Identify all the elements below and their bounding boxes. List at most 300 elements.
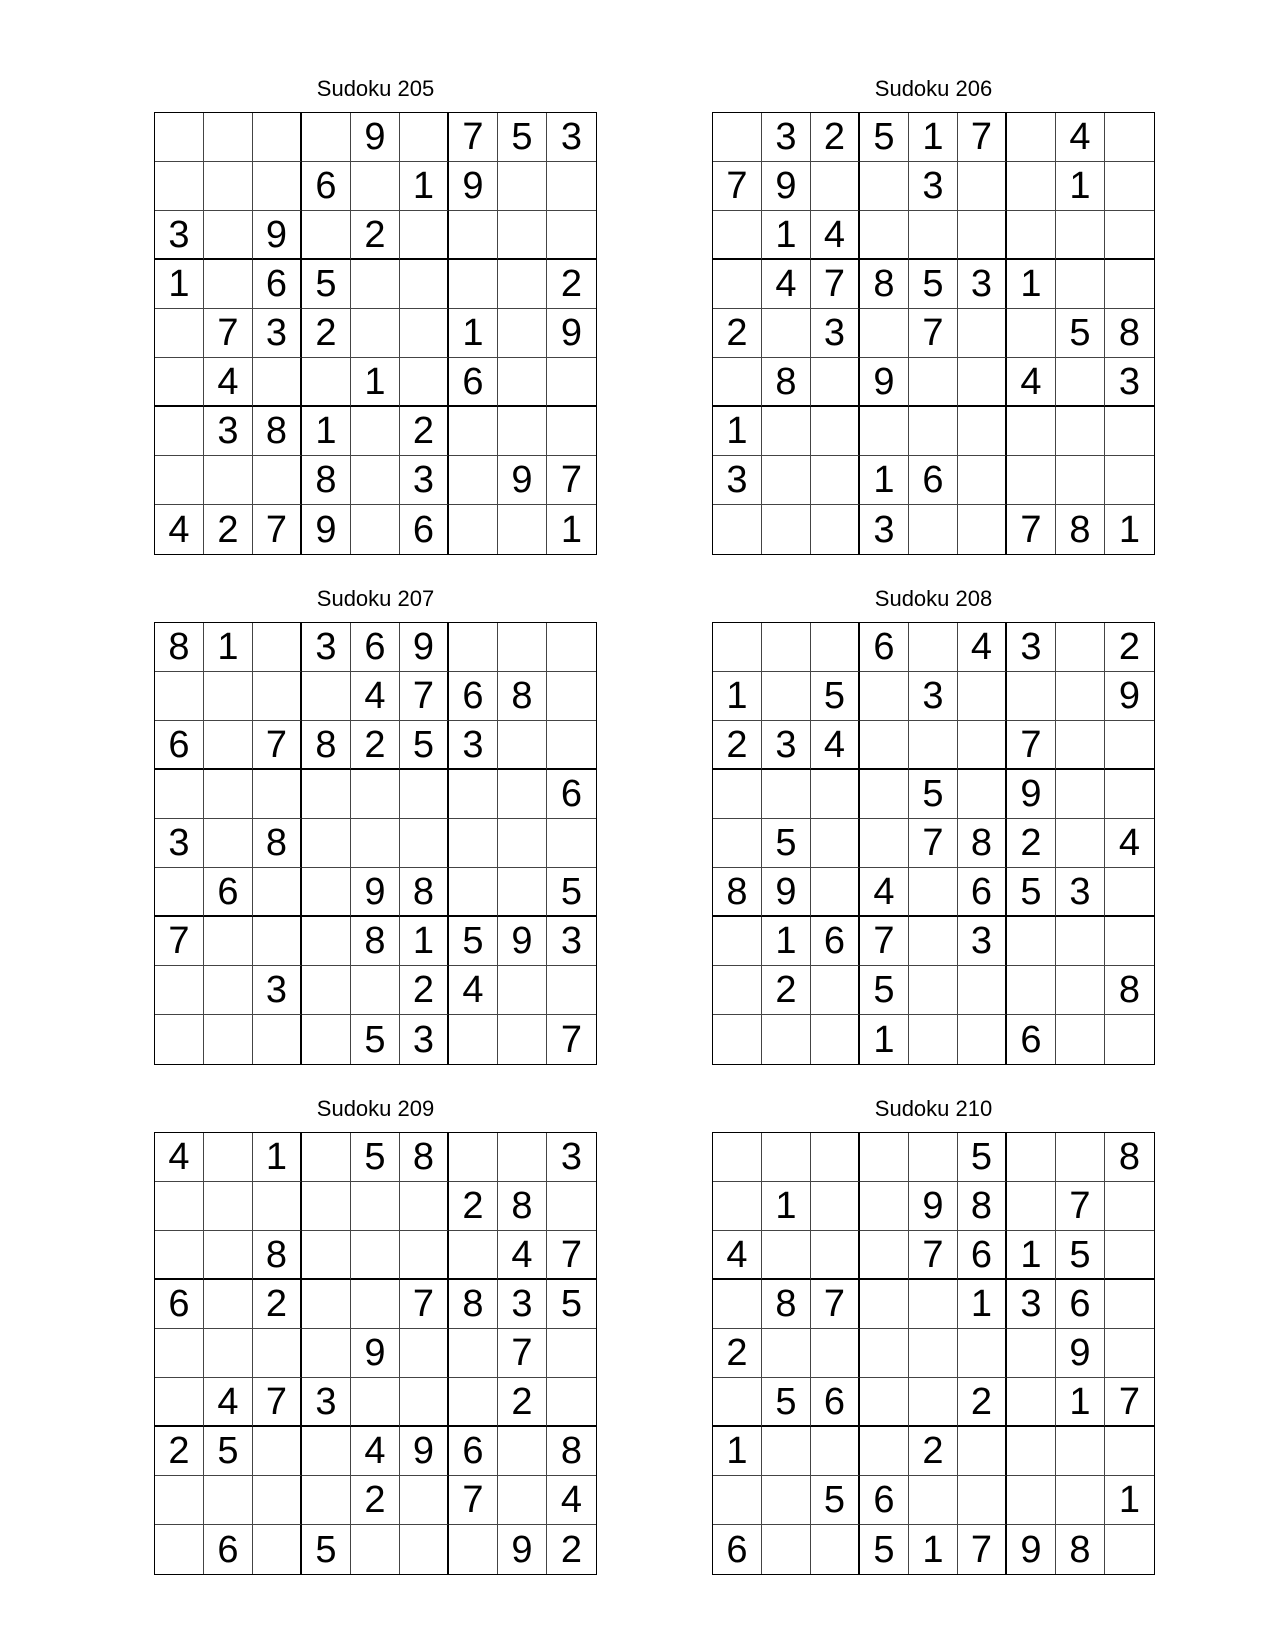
- sudoku-cell: [958, 721, 1007, 770]
- sudoku-cell: 1: [713, 1427, 762, 1476]
- sudoku-cell: [860, 1182, 909, 1231]
- sudoku-cell: [1007, 113, 1056, 162]
- sudoku-cell: [958, 1427, 1007, 1476]
- sudoku-cell: 3: [400, 456, 449, 505]
- sudoku-cell: [958, 1015, 1007, 1064]
- sudoku-cell: [1105, 1280, 1154, 1329]
- sudoku-cell: 7: [811, 1280, 860, 1329]
- sudoku-cell: 2: [909, 1427, 958, 1476]
- sudoku-cell: 3: [253, 309, 302, 358]
- sudoku-cell: [1105, 721, 1154, 770]
- sudoku-cell: [204, 1280, 253, 1329]
- sudoku-cell: 3: [547, 1133, 596, 1182]
- sudoku-cell: 1: [560, 508, 583, 551]
- sudoku-cell: [449, 868, 498, 917]
- sudoku-cell: [1056, 966, 1105, 1015]
- sudoku-cell: 7: [253, 505, 302, 554]
- sudoku-cell: [449, 407, 498, 456]
- sudoku-cell: [811, 505, 860, 554]
- sudoku-cell: [400, 1525, 449, 1574]
- puzzle-title: Sudoku 205: [316, 76, 435, 101]
- sudoku-cell: [155, 770, 204, 819]
- sudoku-cell: 1: [860, 1015, 909, 1064]
- sudoku-cell: [155, 358, 204, 407]
- sudoku-cell: [1056, 623, 1105, 672]
- sudoku-cell: [547, 1329, 596, 1378]
- sudoku-cell: [351, 966, 400, 1015]
- sudoku-cell: [713, 1280, 762, 1329]
- sudoku-cell: 8: [400, 868, 449, 917]
- sudoku-cell: 2: [560, 1528, 583, 1571]
- sudoku-cell: 2: [253, 1280, 302, 1329]
- sudoku-cell: 8: [302, 456, 351, 505]
- sudoku-cell: [909, 966, 958, 1015]
- sudoku-cell: 8: [498, 672, 547, 721]
- sudoku-cell: 8: [547, 1427, 596, 1476]
- sudoku-cell: 6: [155, 721, 204, 770]
- sudoku-cell: 2: [351, 721, 400, 770]
- sudoku-cell: [204, 113, 253, 162]
- sudoku-cell: 7: [958, 113, 1007, 162]
- sudoku-cell: [860, 1280, 909, 1329]
- sudoku-cell: [860, 819, 909, 868]
- sudoku-cell: [909, 407, 958, 456]
- sudoku-cell: [547, 819, 596, 868]
- sudoku-cell: [302, 1182, 351, 1231]
- sudoku-cell: [155, 1231, 204, 1280]
- sudoku-cell: [302, 113, 351, 162]
- sudoku-cell: 8: [762, 358, 811, 407]
- sudoku-cell: 8: [1105, 309, 1154, 358]
- sudoku-cell: 3: [1007, 1280, 1056, 1329]
- sudoku-cell: 6: [204, 1525, 253, 1574]
- sudoku-cell: 6: [909, 456, 958, 505]
- sudoku-cell: 4: [155, 505, 204, 554]
- sudoku-cell: 7: [155, 917, 204, 966]
- sudoku-cell: [253, 456, 302, 505]
- sudoku-cell: 2: [713, 1329, 762, 1378]
- sudoku-cell: 2: [762, 966, 811, 1015]
- sudoku-cell: 8: [253, 1231, 302, 1280]
- sudoku-cell: [204, 917, 253, 966]
- sudoku-cell: [302, 1329, 351, 1378]
- sudoku-cell: [204, 819, 253, 868]
- sudoku-cell: 8: [958, 819, 1007, 868]
- sudoku-cell: [449, 211, 498, 260]
- sudoku-cell: [155, 1378, 204, 1427]
- sudoku-cell: 6: [449, 358, 498, 407]
- sudoku-cell: [400, 358, 449, 407]
- sudoku-cell: 4: [860, 868, 909, 917]
- sudoku-cell: [909, 358, 958, 407]
- sudoku-cell: [958, 407, 1007, 456]
- sudoku-cell: 5: [860, 1525, 909, 1574]
- sudoku-cell: 5: [909, 260, 958, 309]
- sudoku-cell: 3: [1007, 623, 1056, 672]
- sudoku-cell: [958, 358, 1007, 407]
- sudoku-cell: 5: [204, 1427, 253, 1476]
- sudoku-cell: [1056, 1015, 1105, 1064]
- sudoku-cell: [498, 358, 547, 407]
- sudoku-cell: [713, 358, 762, 407]
- sudoku-cell: [1105, 162, 1154, 211]
- sudoku-cell: [1105, 1427, 1154, 1476]
- sudoku-cell: 8: [1056, 1525, 1105, 1574]
- sudoku-cell: [1056, 721, 1105, 770]
- sudoku-cell: 3: [762, 721, 811, 770]
- sudoku-cell: [860, 1231, 909, 1280]
- sudoku-cell: 5: [1007, 868, 1056, 917]
- sudoku-cell: [762, 407, 811, 456]
- sudoku-cell: [302, 770, 351, 819]
- sudoku-cell: [449, 1525, 498, 1574]
- sudoku-cell: [155, 1329, 204, 1378]
- sudoku-cell: [302, 966, 351, 1015]
- sudoku-cell: 9: [909, 1182, 958, 1231]
- sudoku-cell: [1056, 917, 1105, 966]
- sudoku-cell: 6: [204, 868, 253, 917]
- sudoku-cell: [1105, 113, 1154, 162]
- sudoku-cell: 6: [449, 1427, 498, 1476]
- sudoku-cell: [351, 1231, 400, 1280]
- sudoku-cell: [860, 211, 909, 260]
- sudoku-cell: 4: [351, 672, 400, 721]
- sudoku-cell: 4: [1056, 113, 1105, 162]
- sudoku-cell: [1007, 966, 1056, 1015]
- sudoku-cell: [449, 505, 498, 554]
- sudoku-cell: [351, 1525, 400, 1574]
- sudoku-cell: [713, 1182, 762, 1231]
- sudoku-cell: 5: [762, 1378, 811, 1427]
- sudoku-cell: [498, 211, 547, 260]
- sudoku-cell: [1105, 1231, 1154, 1280]
- sudoku-cell: 3: [400, 1015, 449, 1064]
- sudoku-cell: 9: [351, 868, 400, 917]
- sudoku-cell: 8: [155, 623, 204, 672]
- sudoku-cell: 2: [1007, 819, 1056, 868]
- sudoku-cell: 7: [400, 672, 449, 721]
- sudoku-cell: [498, 407, 547, 456]
- sudoku-cell: [762, 770, 811, 819]
- sudoku-cell: [449, 819, 498, 868]
- sudoku-cell: [713, 505, 762, 554]
- sudoku-cell: 1: [958, 1280, 1007, 1329]
- sudoku-cell: 6: [1056, 1280, 1105, 1329]
- sudoku-cell: 2: [351, 1476, 400, 1525]
- sudoku-cell: [498, 309, 547, 358]
- sudoku-cell: [1056, 358, 1105, 407]
- sudoku-cell: 3: [498, 1280, 547, 1329]
- sudoku-cell: 3: [253, 966, 302, 1015]
- sudoku-cell: [762, 1525, 811, 1574]
- sudoku-cell: [253, 917, 302, 966]
- sudoku-cell: 7: [253, 1378, 302, 1427]
- sudoku-cell: [155, 1525, 204, 1574]
- sudoku-cell: [811, 1015, 860, 1064]
- sudoku-cell: [1056, 1133, 1105, 1182]
- sudoku-cell: 8: [498, 1182, 547, 1231]
- sudoku-cell: 9: [302, 505, 351, 554]
- sudoku-cell: 6: [351, 623, 400, 672]
- sudoku-cell: 6: [400, 505, 449, 554]
- sudoku-cell: [253, 1182, 302, 1231]
- sudoku-cell: [351, 1182, 400, 1231]
- sudoku-cell: 5: [302, 1525, 351, 1574]
- sudoku-cell: [449, 1015, 498, 1064]
- sudoku-cell: 2: [302, 309, 351, 358]
- sudoku-cell: [1007, 162, 1056, 211]
- sudoku-cell: [811, 407, 860, 456]
- sudoku-cell: 7: [547, 456, 596, 505]
- sudoku-cell: [958, 162, 1007, 211]
- sudoku-cell: 3: [547, 917, 596, 966]
- sudoku-cell: [762, 623, 811, 672]
- sudoku-cell: [155, 309, 204, 358]
- sudoku-cell: 5: [860, 966, 909, 1015]
- sudoku-cell: [1105, 407, 1154, 456]
- sudoku-cell: [860, 721, 909, 770]
- sudoku-cell: [909, 1280, 958, 1329]
- sudoku-cell: 5: [958, 1133, 1007, 1182]
- sudoku-cell: [547, 672, 596, 721]
- sudoku-cell: 4: [762, 260, 811, 309]
- sudoku-cell: [713, 260, 762, 309]
- sudoku-cell: [498, 1427, 547, 1476]
- sudoku-cell: [713, 623, 762, 672]
- sudoku-cell: 5: [302, 260, 351, 309]
- sudoku-cell: [762, 1329, 811, 1378]
- sudoku-cell: [1007, 1182, 1056, 1231]
- sudoku-cell: [713, 966, 762, 1015]
- sudoku-cell: 4: [547, 1476, 596, 1525]
- sudoku-cell: 4: [498, 1231, 547, 1280]
- sudoku-cell: 9: [547, 309, 596, 358]
- sudoku-cell: [1007, 456, 1056, 505]
- sudoku-cell: [302, 1231, 351, 1280]
- sudoku-cell: 6: [958, 1231, 1007, 1280]
- sudoku-cell: [253, 113, 302, 162]
- sudoku-cell: [155, 1015, 204, 1064]
- sudoku-cell: 2: [204, 505, 253, 554]
- sudoku-cell: 7: [449, 1476, 498, 1525]
- sudoku-cell: [1105, 917, 1154, 966]
- sudoku-cell: [204, 721, 253, 770]
- sudoku-cell: 9: [1056, 1329, 1105, 1378]
- sudoku-cell: 7: [560, 1018, 583, 1061]
- sudoku-cell: 7: [811, 260, 860, 309]
- sudoku-cell: [253, 1427, 302, 1476]
- sudoku-cell: 3: [302, 1378, 351, 1427]
- sudoku-cell: 7: [1007, 721, 1056, 770]
- sudoku-cell: [400, 819, 449, 868]
- sudoku-cell: [909, 1015, 958, 1064]
- sudoku-cell: 1: [449, 309, 498, 358]
- sudoku-cell: [811, 623, 860, 672]
- sudoku-cell: 9: [498, 1525, 547, 1574]
- sudoku-cell: [811, 868, 860, 917]
- sudoku-cell: [860, 770, 909, 819]
- sudoku-cell: [1105, 456, 1154, 505]
- sudoku-cell: 2: [449, 1182, 498, 1231]
- sudoku-cell: [762, 505, 811, 554]
- sudoku-cell: [1007, 407, 1056, 456]
- sudoku-cell: [713, 211, 762, 260]
- sudoku-cell: 5: [351, 1133, 400, 1182]
- sudoku-cell: [958, 505, 1007, 554]
- sudoku-cell: 9: [400, 1427, 449, 1476]
- sudoku-cell: [958, 1476, 1007, 1525]
- sudoku-cell: [762, 672, 811, 721]
- sudoku-cell: 1: [762, 917, 811, 966]
- sudoku-cell: 4: [155, 1133, 204, 1182]
- sudoku-cell: [958, 966, 1007, 1015]
- puzzle-title: Sudoku 206: [874, 76, 993, 101]
- sudoku-cell: [909, 721, 958, 770]
- sudoku-cell: [909, 868, 958, 917]
- sudoku-cell: [449, 456, 498, 505]
- sudoku-cell: [498, 623, 547, 672]
- sudoku-cell: [253, 1525, 302, 1574]
- sudoku-cell: [958, 309, 1007, 358]
- sudoku-cell: 9: [860, 358, 909, 407]
- sudoku-cell: [958, 1329, 1007, 1378]
- sudoku-cell: [302, 819, 351, 868]
- sudoku-cell: [762, 309, 811, 358]
- sudoku-cell: 8: [302, 721, 351, 770]
- sudoku-cell: [204, 456, 253, 505]
- sudoku-cell: [1056, 819, 1105, 868]
- sudoku-cell: [253, 1015, 302, 1064]
- sudoku-cell: [860, 1329, 909, 1378]
- sudoku-cell: [713, 1015, 762, 1064]
- sudoku-cell: 6: [713, 1525, 762, 1574]
- sudoku-cell: [400, 113, 449, 162]
- sudoku-cell: 8: [1105, 966, 1154, 1015]
- sudoku-cell: 5: [547, 1280, 596, 1329]
- sudoku-cell: [1007, 1476, 1056, 1525]
- sudoku-cell: 3: [713, 456, 762, 505]
- sudoku-cell: 4: [1007, 358, 1056, 407]
- sudoku-cell: [860, 1427, 909, 1476]
- sudoku-cell: [302, 1427, 351, 1476]
- sudoku-cell: 7: [547, 1231, 596, 1280]
- sudoku-cell: 2: [498, 1378, 547, 1427]
- sudoku-cell: 1: [909, 113, 958, 162]
- sudoku-cell: 3: [811, 309, 860, 358]
- sudoku-cell: [302, 1476, 351, 1525]
- sudoku-cell: 9: [498, 456, 547, 505]
- sudoku-cell: [155, 407, 204, 456]
- sudoku-cell: [762, 1427, 811, 1476]
- sudoku-cell: [351, 819, 400, 868]
- sudoku-cell: [498, 819, 547, 868]
- sudoku-cell: 3: [1056, 868, 1105, 917]
- sudoku-cell: 1: [1118, 508, 1141, 551]
- sudoku-cell: 3: [155, 819, 204, 868]
- sudoku-cell: [204, 162, 253, 211]
- sudoku-cell: 3: [547, 113, 596, 162]
- sudoku-cell: [302, 1133, 351, 1182]
- sudoku-cell: [958, 672, 1007, 721]
- sudoku-cell: [204, 672, 253, 721]
- sudoku-cell: [811, 819, 860, 868]
- sudoku-cell: 7: [498, 1329, 547, 1378]
- sudoku-cell: 1: [1007, 1231, 1056, 1280]
- sudoku-cell: 1: [351, 358, 400, 407]
- sudoku-cell: [958, 211, 1007, 260]
- sudoku-cell: 2: [713, 721, 762, 770]
- sudoku-cell: 6: [253, 260, 302, 309]
- sudoku-cell: 5: [400, 721, 449, 770]
- sudoku-cell: [449, 623, 498, 672]
- sudoku-grid: [712, 1132, 1155, 1575]
- sudoku-cell: [860, 1378, 909, 1427]
- sudoku-cell: [498, 260, 547, 309]
- sudoku-cell: [498, 966, 547, 1015]
- sudoku-cell: 5: [547, 868, 596, 917]
- sudoku-cell: [400, 1231, 449, 1280]
- sudoku-cell: 6: [449, 672, 498, 721]
- sudoku-cell: [204, 211, 253, 260]
- sudoku-grid: [154, 112, 597, 555]
- sudoku-cell: [547, 623, 596, 672]
- sudoku-cell: [351, 309, 400, 358]
- sudoku-cell: [253, 770, 302, 819]
- sudoku-cell: 1: [155, 260, 204, 309]
- sudoku-cell: 3: [155, 211, 204, 260]
- sudoku-cell: [713, 770, 762, 819]
- sudoku-cell: [909, 1378, 958, 1427]
- sudoku-cell: 1: [1056, 1378, 1105, 1427]
- sudoku-cell: [253, 623, 302, 672]
- sudoku-cell: [1056, 407, 1105, 456]
- sudoku-cell: 1: [713, 407, 762, 456]
- sudoku-cell: 3: [449, 721, 498, 770]
- sudoku-cell: [909, 1476, 958, 1525]
- sudoku-cell: [713, 113, 762, 162]
- sudoku-cell: [204, 1133, 253, 1182]
- sudoku-cell: 7: [204, 309, 253, 358]
- sudoku-cell: 5: [909, 770, 958, 819]
- sudoku-cell: [400, 211, 449, 260]
- sudoku-cell: [811, 162, 860, 211]
- sudoku-cell: [811, 358, 860, 407]
- sudoku-cell: [762, 1133, 811, 1182]
- sudoku-cell: [351, 260, 400, 309]
- sudoku-cell: [713, 1133, 762, 1182]
- sudoku-cell: [547, 721, 596, 770]
- sudoku-cell: [400, 770, 449, 819]
- sudoku-cell: [958, 456, 1007, 505]
- sudoku-cell: 7: [1105, 1378, 1154, 1427]
- sudoku-cell: [253, 1329, 302, 1378]
- sudoku-cell: [302, 672, 351, 721]
- sudoku-cell: [449, 1133, 498, 1182]
- sudoku-cell: 7: [909, 309, 958, 358]
- sudoku-cell: [498, 1133, 547, 1182]
- sudoku-cell: 7: [860, 917, 909, 966]
- sudoku-cell: [860, 407, 909, 456]
- sudoku-cell: [449, 1378, 498, 1427]
- sudoku-cell: [351, 407, 400, 456]
- sudoku-cell: 2: [400, 407, 449, 456]
- sudoku-cell: [351, 1378, 400, 1427]
- sudoku-cell: 3: [762, 113, 811, 162]
- sudoku-cell: 3: [204, 407, 253, 456]
- sudoku-cell: 3: [909, 162, 958, 211]
- sudoku-cell: [449, 770, 498, 819]
- sudoku-cell: 3: [302, 623, 351, 672]
